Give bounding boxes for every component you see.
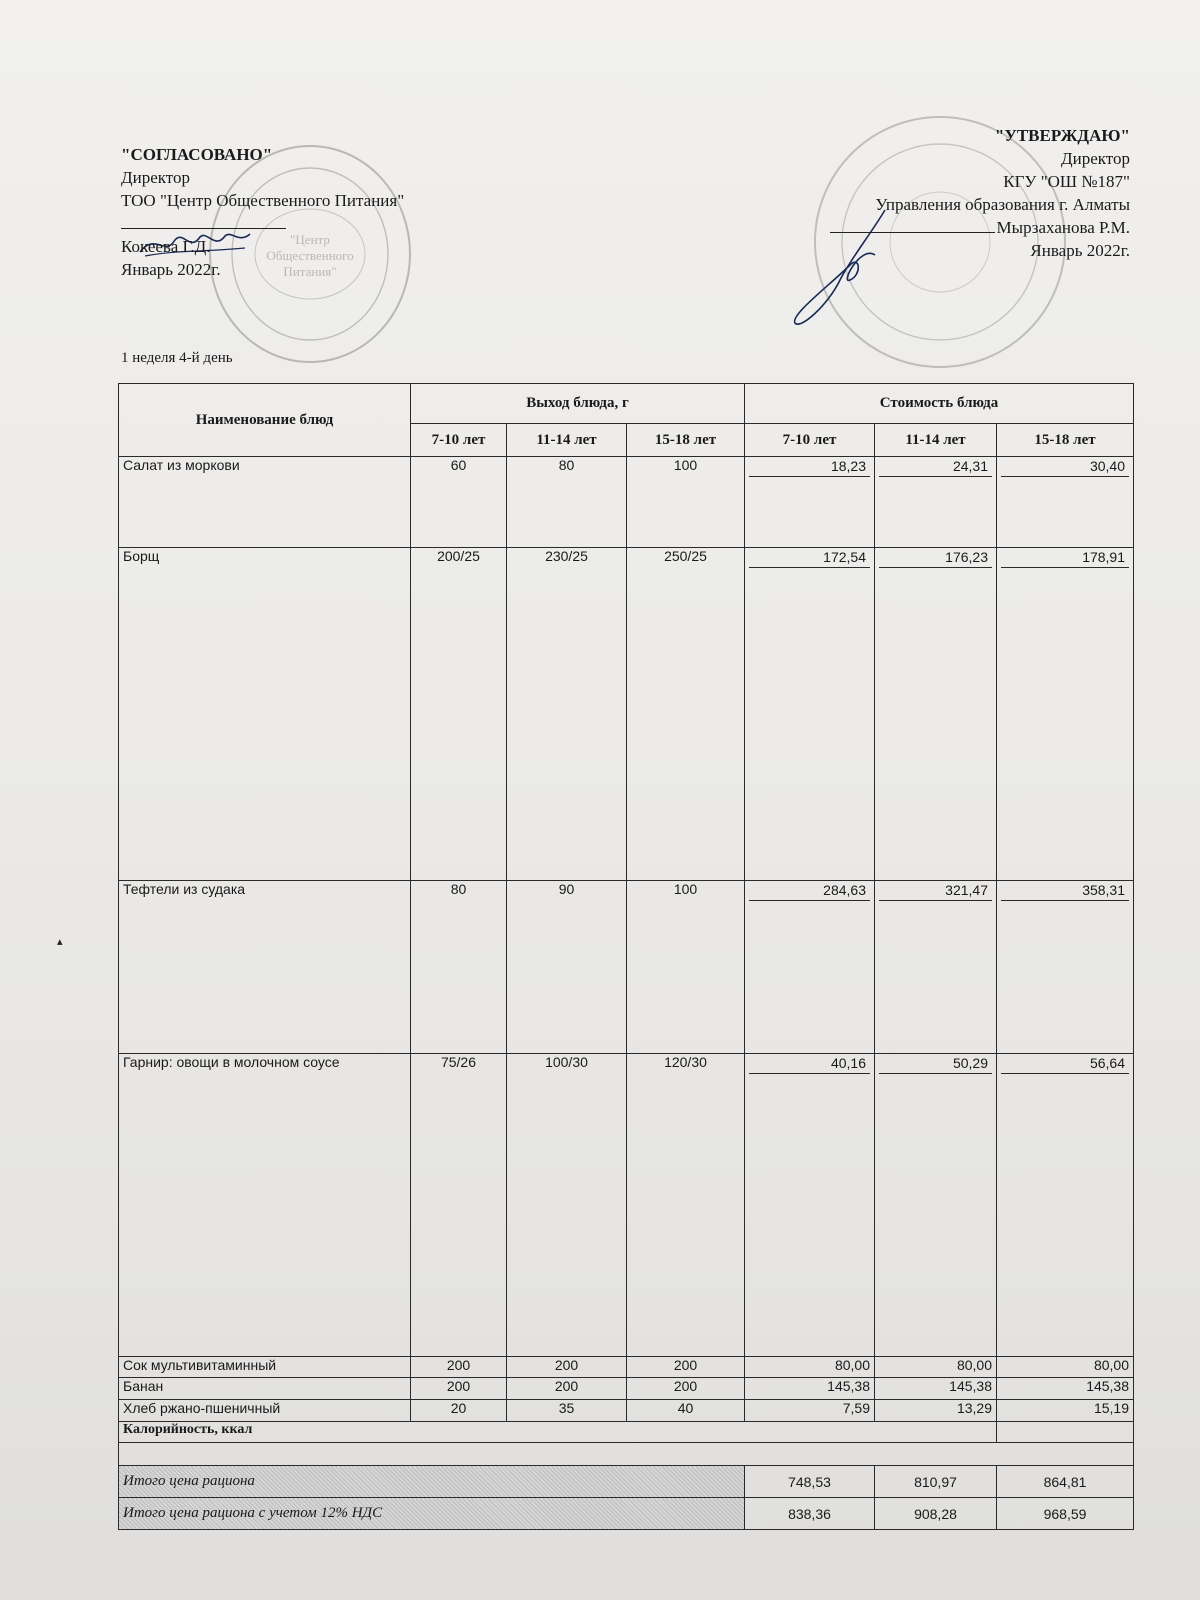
cost-cell: 145,38 <box>875 1378 997 1400</box>
cost-cell: 80,00 <box>745 1356 875 1378</box>
svg-text:Общественного: Общественного <box>266 248 354 263</box>
cost-value: 30,40 <box>1001 457 1129 477</box>
cost-age-header: 7-10 лет <box>745 424 875 457</box>
yield-cell: 80 <box>411 880 507 1053</box>
yield-cell: 230/25 <box>507 547 627 880</box>
yield-cell: 200 <box>411 1378 507 1400</box>
cost-value: 176,23 <box>879 548 992 568</box>
cost-cell: 80,00 <box>997 1356 1134 1378</box>
cost-cell: 145,38 <box>745 1378 875 1400</box>
yield-cell: 120/30 <box>627 1053 745 1356</box>
table-row <box>119 1400 1134 1422</box>
cost-value: 284,63 <box>749 881 870 901</box>
cost-value: 56,64 <box>1001 1054 1129 1074</box>
cost-cell <box>997 547 1134 880</box>
cost-value: 40,16 <box>749 1054 870 1074</box>
col-header-dish-name: Наименование блюд <box>119 384 411 457</box>
yield-age-header: 11-14 лет <box>507 424 627 457</box>
menu-table <box>118 383 1134 1530</box>
ink-speck: ▴ <box>57 936 63 948</box>
total-row <box>119 1466 1134 1498</box>
yield-cell: 35 <box>507 1400 627 1422</box>
table-row <box>119 457 1134 548</box>
svg-text:"Центр: "Центр <box>290 232 330 247</box>
right-organization: КГУ "ОШ №187" <box>1003 172 1130 191</box>
yield-cell: 60 <box>411 457 507 548</box>
cost-cell <box>745 880 875 1053</box>
cost-cell <box>997 880 1134 1053</box>
yield-cell: 200 <box>507 1356 627 1378</box>
cost-cell <box>875 1053 997 1356</box>
cost-value: 178,91 <box>1001 548 1129 568</box>
yield-cell: 40 <box>627 1400 745 1422</box>
total-value: 748,53 <box>745 1466 875 1498</box>
yield-cell: 200/25 <box>411 547 507 880</box>
right-signatory-name: Мырзаханова Р.М. <box>996 218 1130 237</box>
yield-cell: 250/25 <box>627 547 745 880</box>
yield-cell: 90 <box>507 880 627 1053</box>
cost-cell: 145,38 <box>997 1378 1134 1400</box>
calorie-row <box>119 1421 1134 1443</box>
cost-cell: 15,19 <box>997 1400 1134 1422</box>
yield-cell: 200 <box>507 1378 627 1400</box>
cost-cell <box>875 547 997 880</box>
cost-cell <box>875 880 997 1053</box>
right-date: Январь 2022г. <box>1030 241 1130 260</box>
approval-block-left <box>121 143 404 281</box>
cost-cell <box>745 457 875 548</box>
yield-cell: 100/30 <box>507 1053 627 1356</box>
yield-age-header: 7-10 лет <box>411 424 507 457</box>
total-vat-value: 968,59 <box>997 1498 1134 1530</box>
cost-cell: 7,59 <box>745 1400 875 1422</box>
yield-cell: 200 <box>627 1356 745 1378</box>
empty-cell <box>119 1443 1134 1466</box>
agreed-title: "СОГЛАСОВАНО" <box>121 145 273 164</box>
table-row <box>119 547 1134 880</box>
total-label: Итого цена рациона <box>119 1466 745 1498</box>
cost-cell: 80,00 <box>875 1356 997 1378</box>
approved-title: "УТВЕРЖДАЮ" <box>994 126 1130 145</box>
cost-cell <box>997 1053 1134 1356</box>
dish-name: Салат из моркови <box>119 457 411 548</box>
cost-age-header: 15-18 лет <box>997 424 1134 457</box>
calorie-label: Калорийность, ккал <box>119 1421 997 1443</box>
left-position: Директор <box>121 168 190 187</box>
svg-text:Питания": Питания" <box>283 264 337 279</box>
total-vat-value: 838,36 <box>745 1498 875 1530</box>
cost-cell: 13,29 <box>875 1400 997 1422</box>
left-signatory-name: Кокеева Г.Д. <box>121 237 211 256</box>
dish-name: Борщ <box>119 547 411 880</box>
cost-cell <box>745 547 875 880</box>
cost-value: 50,29 <box>879 1054 992 1074</box>
total-vat-row <box>119 1498 1134 1530</box>
col-header-yield: Выход блюда, г <box>411 384 745 424</box>
right-position: Директор <box>1061 149 1130 168</box>
total-vat-label: Итого цена рациона с учетом 12% НДС <box>119 1498 745 1530</box>
cost-value: 358,31 <box>1001 881 1129 901</box>
cost-cell <box>997 457 1134 548</box>
dish-name: Гарнир: овощи в молочном соусе <box>119 1053 411 1356</box>
approval-block-right <box>830 124 1130 262</box>
total-value: 810,97 <box>875 1466 997 1498</box>
cost-value: 172,54 <box>749 548 870 568</box>
table-row <box>119 1053 1134 1356</box>
col-header-cost: Стоимость блюда <box>745 384 1134 424</box>
cost-cell <box>875 457 997 548</box>
right-signature-line <box>830 218 995 233</box>
yield-cell: 80 <box>507 457 627 548</box>
right-department: Управления образования г. Алматы <box>875 195 1130 214</box>
yield-cell: 75/26 <box>411 1053 507 1356</box>
table-row <box>119 1356 1134 1378</box>
yield-cell: 200 <box>411 1356 507 1378</box>
dish-name: Тефтели из судака <box>119 880 411 1053</box>
calorie-value-cell <box>997 1421 1134 1443</box>
empty-row <box>119 1443 1134 1466</box>
left-organization: ТОО "Центр Общественного Питания" <box>121 191 405 210</box>
yield-age-header: 15-18 лет <box>627 424 745 457</box>
left-signature-line <box>121 214 286 229</box>
cost-value: 18,23 <box>749 457 870 477</box>
table-row <box>119 1378 1134 1400</box>
dish-name: Банан <box>119 1378 411 1400</box>
dish-name: Сок мультивитаминный <box>119 1356 411 1378</box>
left-date: Январь 2022г. <box>121 260 221 279</box>
yield-cell: 20 <box>411 1400 507 1422</box>
table-row <box>119 880 1134 1053</box>
yield-cell: 200 <box>627 1378 745 1400</box>
cost-value: 321,47 <box>879 881 992 901</box>
yield-cell: 100 <box>627 457 745 548</box>
total-value: 864,81 <box>997 1466 1134 1498</box>
week-day-label: 1 неделя 4-й день <box>121 350 233 366</box>
total-vat-value: 908,28 <box>875 1498 997 1530</box>
cost-value: 24,31 <box>879 457 992 477</box>
yield-cell: 100 <box>627 880 745 1053</box>
cost-cell <box>745 1053 875 1356</box>
cost-age-header: 11-14 лет <box>875 424 997 457</box>
dish-name: Хлеб ржано-пшеничный <box>119 1400 411 1422</box>
